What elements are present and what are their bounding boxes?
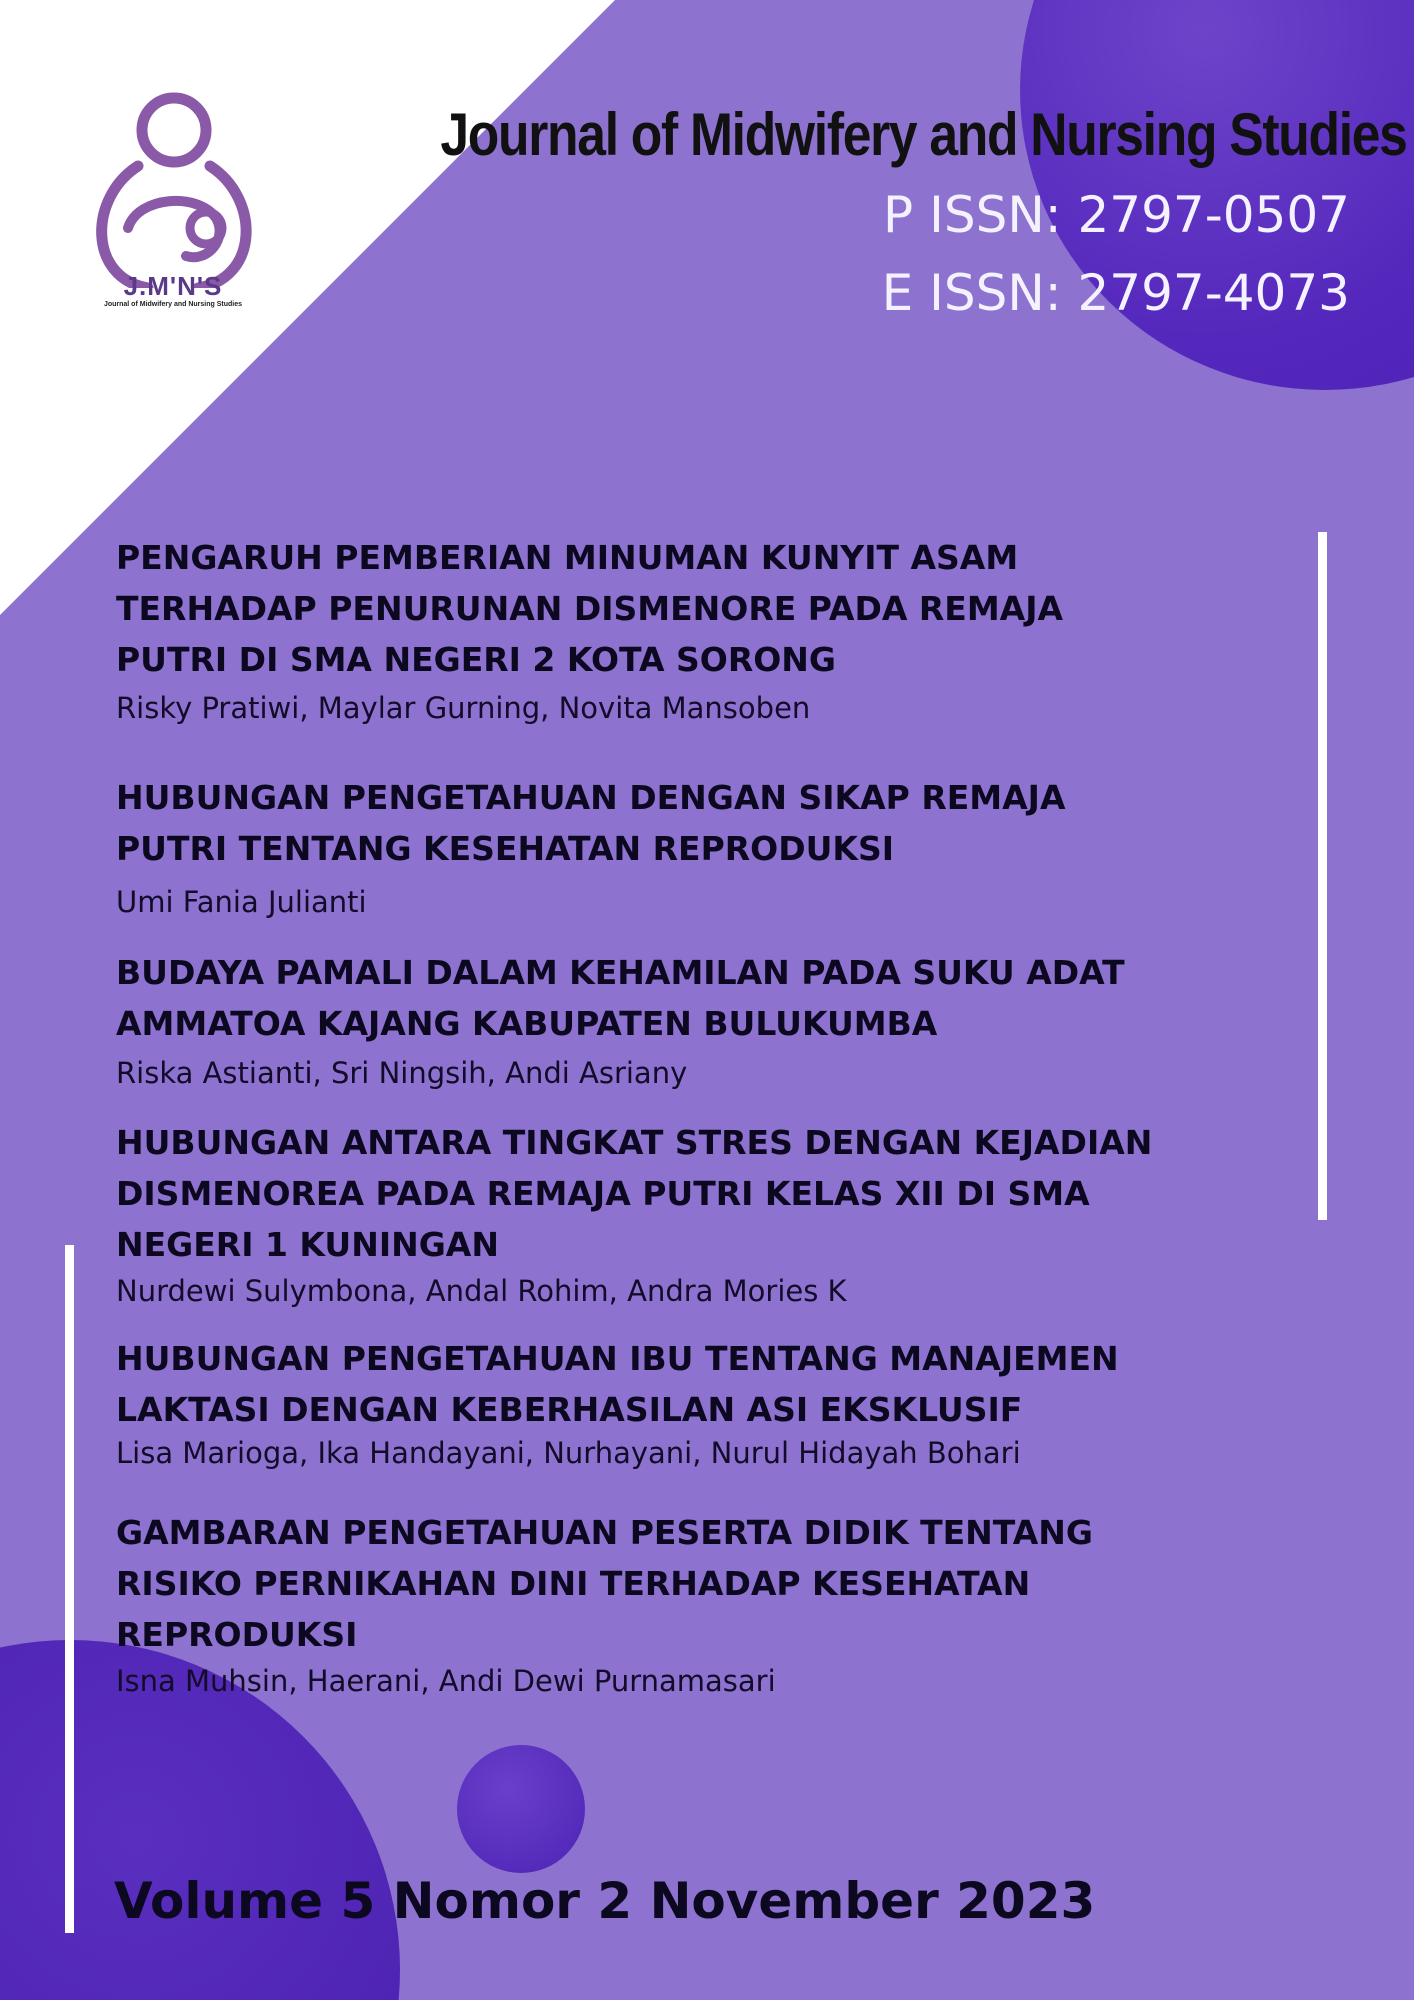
article-title: BUDAYA PAMALI DALAM KEHAMILAN PADA SUKU ADAT AMMATOA KAJANG KABUPATEN BULUKUMBA [116, 953, 1125, 1043]
logo-initials: J.M'N'S [123, 271, 223, 301]
decorative-bar-right [1318, 532, 1327, 1220]
article-authors: Isna Muhsin, Haerani, Andi Dewi Purnamasari [116, 1664, 776, 1698]
journal-title: Journal of Midwifery and Nursing Studies [440, 101, 1407, 168]
electronic-issn: E ISSN: 2797-4073 [881, 264, 1350, 322]
issue-volume-line: Volume 5 Nomor 2 November 2023 [114, 1872, 1096, 1930]
article-authors: Risky Pratiwi, Maylar Gurning, Novita Mansoben [116, 691, 811, 725]
article-authors: Lisa Marioga, Ika Handayani, Nurhayani, Nurul Hidayah Bohari [116, 1436, 1021, 1470]
print-issn: P ISSN: 2797-0507 [883, 186, 1350, 244]
decorative-bar-left [65, 1245, 74, 1933]
decorative-circle-small [457, 1745, 585, 1873]
article-title: HUBUNGAN PENGETAHUAN IBU TENTANG MANAJEMEN LAKTASI DENGAN KEBERHASILAN ASI EKSKLUSIF [116, 1339, 1119, 1429]
logo-caption: Journal of Midwifery and Nursing Studies [103, 301, 243, 308]
article-authors: Nurdewi Sulymbona, Andal Rohim, Andra Mories K [116, 1274, 847, 1308]
mother-child-logo-icon [78, 88, 268, 288]
article-title: PENGARUH PEMBERIAN MINUMAN KUNYIT ASAM TERHADAP PENURUNAN DISMENORE PADA REMAJA PUTRI DI SMA NEGERI 2 KOTA SORONG [116, 538, 1064, 679]
article-authors: Riska Astianti, Sri Ningsih, Andi Asriany [116, 1056, 688, 1090]
article-title: HUBUNGAN PENGETAHUAN DENGAN SIKAP REMAJA PUTRI TENTANG KESEHATAN REPRODUKSI [116, 778, 1066, 868]
journal-logo [78, 88, 268, 318]
article-authors: Umi Fania Julianti [116, 885, 367, 919]
article-title: HUBUNGAN ANTARA TINGKAT STRES DENGAN KEJADIAN DISMENOREA PADA REMAJA PUTRI KELAS XII DI SMA NEGERI 1 KUNINGAN [116, 1123, 1153, 1264]
article-title: GAMBARAN PENGETAHUAN PESERTA DIDIK TENTANG RISIKO PERNIKAHAN DINI TERHADAP KESEHATAN REPRODUKSI [116, 1513, 1093, 1654]
